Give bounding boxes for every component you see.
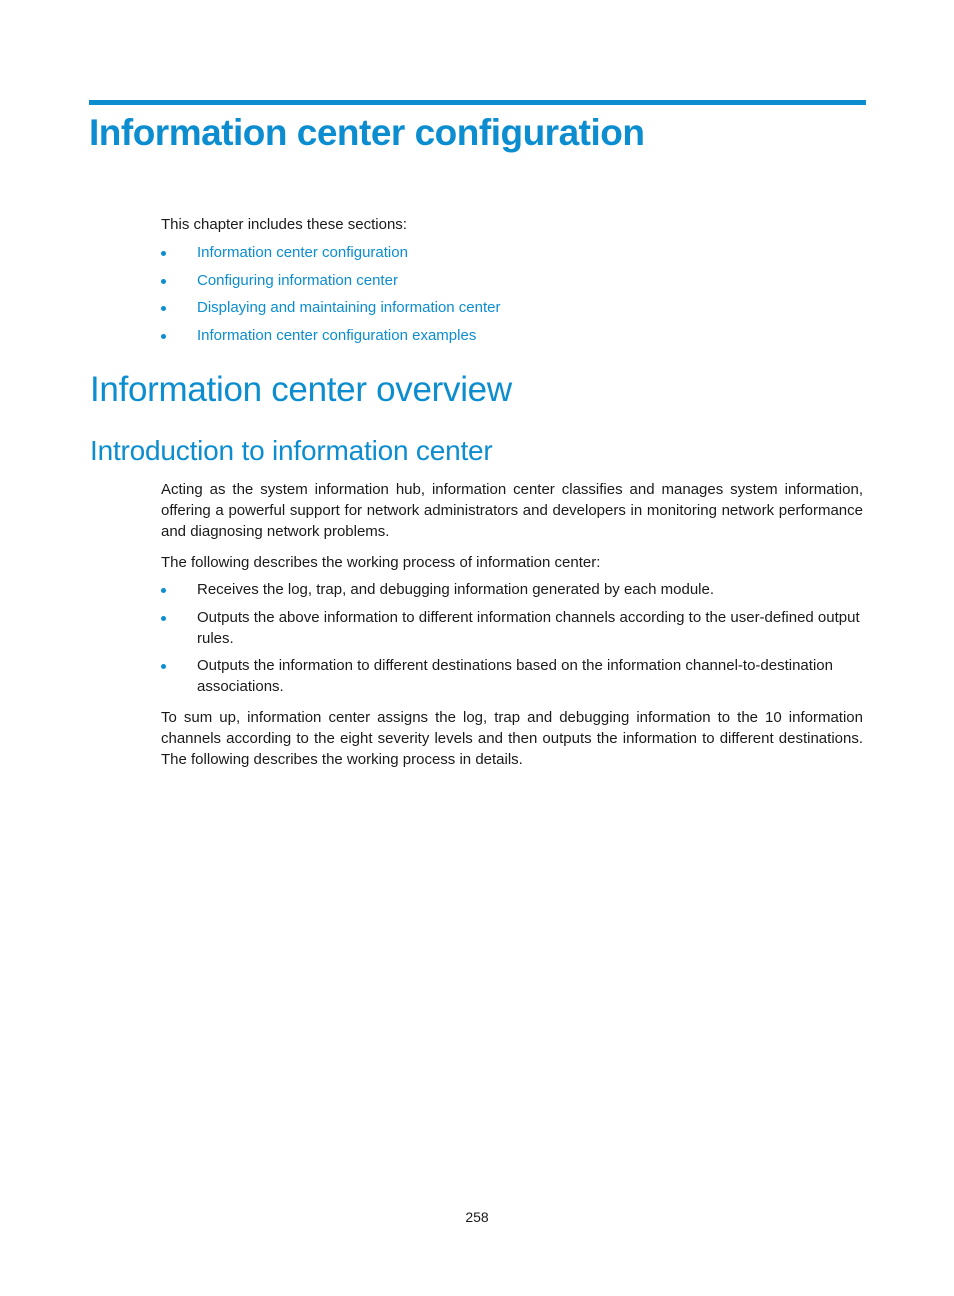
- toc-link-displaying-and-maintaining[interactable]: Displaying and maintaining information center: [197, 299, 501, 316]
- process-list: [161, 579, 863, 704]
- list-item: [161, 607, 863, 649]
- list-item: [161, 655, 863, 697]
- toc-link-information-center-configuration[interactable]: Information center configuration: [197, 244, 408, 261]
- bullet-icon: [161, 279, 166, 284]
- list-item-text: Outputs the information to different destinations based on the information channel-to-destination associations.: [197, 657, 833, 695]
- body-paragraph: To sum up, information center assigns the log, trap and debugging information to the 10 information channels according to the eight severity levels and then outputs the information to different destinations. The following describes the working process in details.: [161, 709, 863, 768]
- intro-text: This chapter includes these sections:: [161, 216, 407, 233]
- bullet-icon: [161, 251, 166, 256]
- toc-link-configuring-information-center[interactable]: Configuring information center: [197, 271, 398, 289]
- page-number: 258: [465, 1209, 489, 1225]
- body-paragraph: Acting as the system information hub, information center classifies and manages system information, offering a powerful support for network administrators and developers in monitoring network performance and diagnosing network problems.: [161, 481, 863, 540]
- bullet-icon: [161, 664, 166, 669]
- body-paragraph: The following describes the working process of information center:: [161, 554, 601, 571]
- bullet-icon: [161, 616, 166, 621]
- list-item: [161, 579, 863, 600]
- chapter-title: Information center configuration: [89, 112, 645, 153]
- toc-link-configuration-examples[interactable]: Information center configuration examples: [197, 326, 477, 344]
- subsection-heading: Introduction to information center: [90, 435, 493, 466]
- bullet-icon: [161, 588, 166, 593]
- list-item-text: Receives the log, trap, and debugging information generated by each module.: [197, 581, 715, 598]
- bullet-icon: [161, 334, 166, 339]
- section-heading: Information center overview: [90, 370, 512, 409]
- chapter-top-rule: [89, 100, 866, 105]
- list-item-text: Outputs the above information to different information channels according to the user-defined output rules.: [197, 608, 860, 647]
- bullet-icon: [161, 306, 166, 311]
